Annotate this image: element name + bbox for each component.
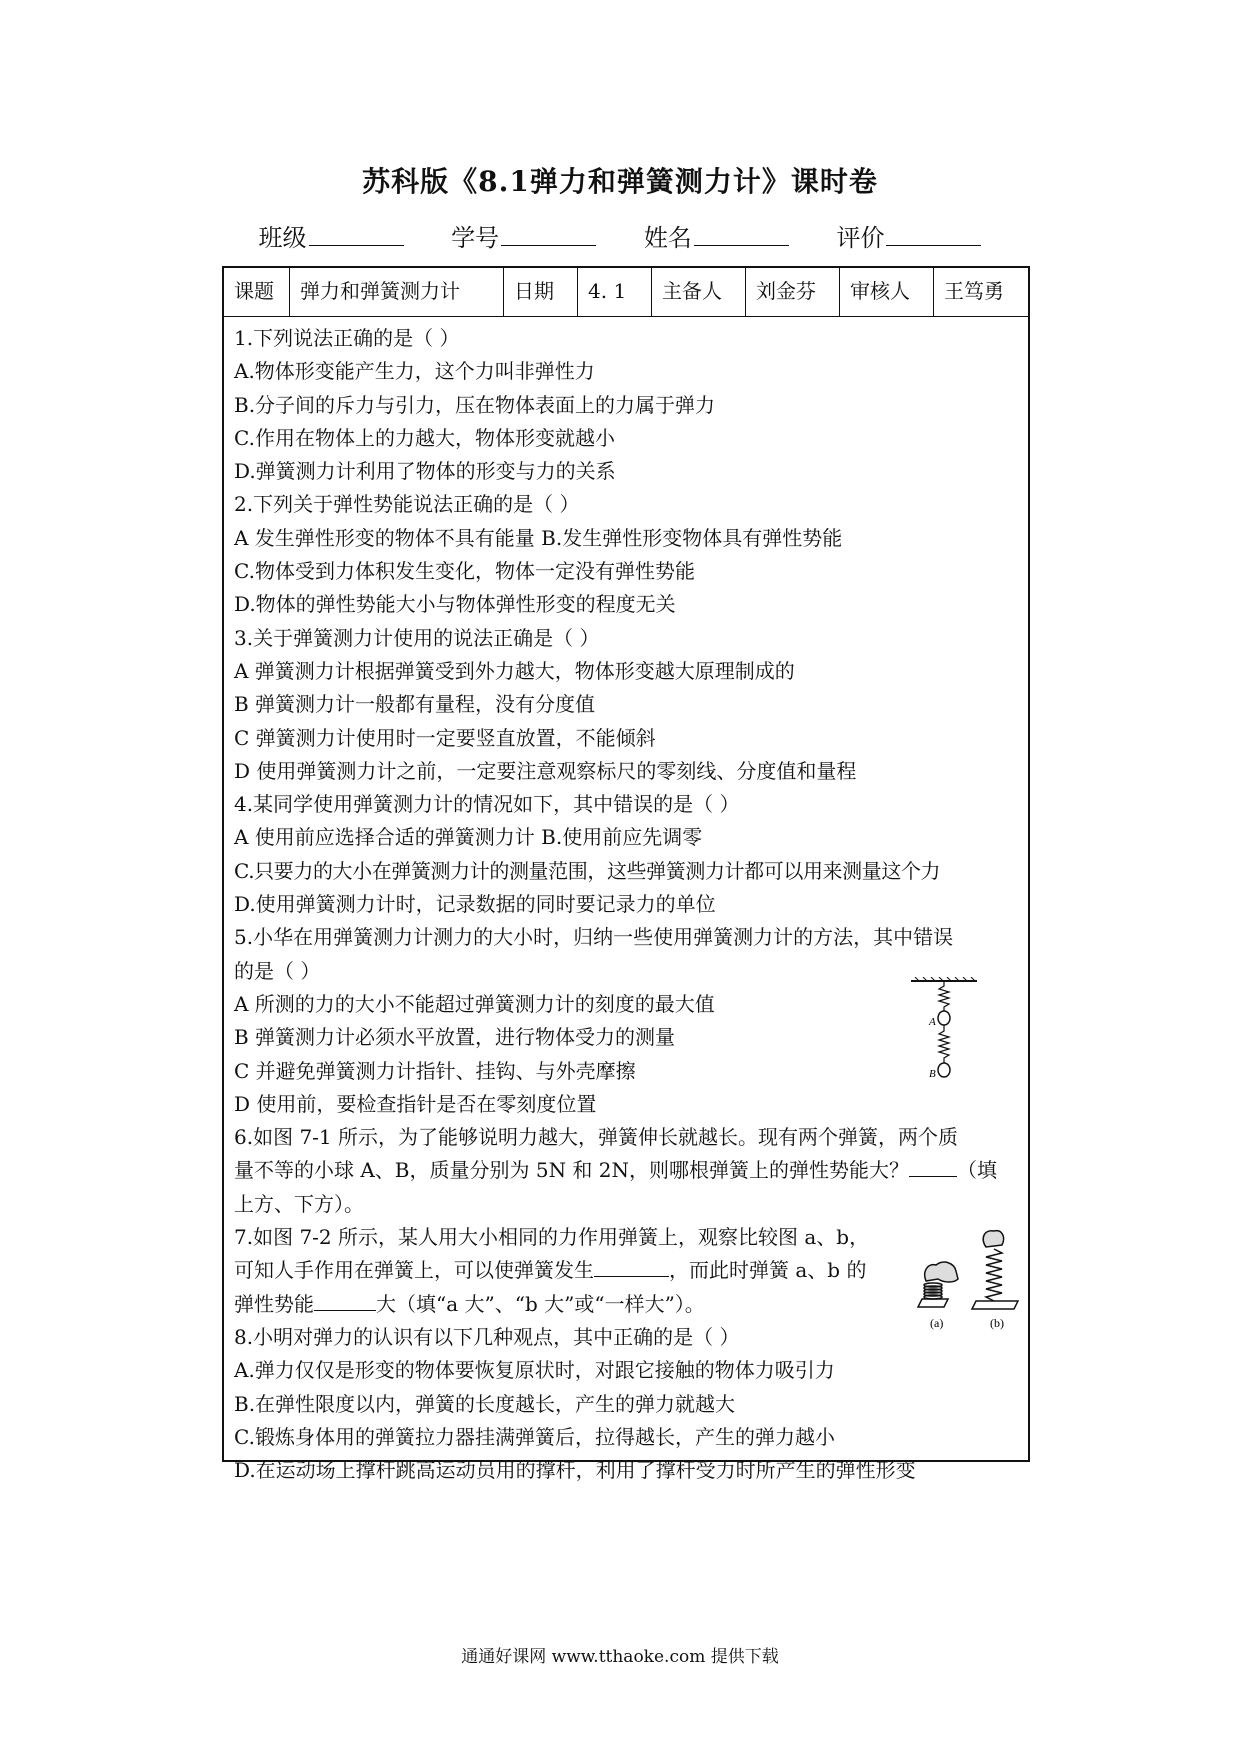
q1-option-b: B.分子间的斥力与引力，压在物体表面上的力属于弹力 <box>234 392 716 417</box>
q5-option-d: D 使用前，要检查指针是否在零刻度位置 <box>234 1091 597 1116</box>
q1-stem: 1.下列说法正确的是（ ） <box>234 326 460 350</box>
upper-spring <box>939 981 949 1011</box>
q8-option-a: A.弹力仅仅是形变的物体要恢复原状时，对跟它接触的物体力吸引力 <box>234 1358 835 1383</box>
q2-option-ab: A 发生弹性形变的物体不具有能量 B.发生弹性形变物体具有弹性势能 <box>234 525 843 550</box>
hand-a-icon <box>925 1262 958 1282</box>
q1-option-a: A.物体形变能产生力，这个力叫非弹性力 <box>234 359 595 384</box>
worksheet-table <box>222 266 1030 1483</box>
q5-stem-2: 的是（ ） <box>234 958 321 983</box>
q2-option-d: D.物体的弹性势能大小与物体弹性形变的程度无关 <box>234 592 676 617</box>
q2-option-c: C.物体受到力体积发生变化，物体一定没有弹性势能 <box>234 559 695 584</box>
q4-stem: 4.某同学使用弹簧测力计的情况如下，其中错误的是（ ） <box>234 792 740 817</box>
q5-stem-1: 5.小华在用弹簧测力计测力的大小时，归纳一些使用弹簧测力计的方法，其中错误 <box>234 925 954 950</box>
q8-option-c: C.锻炼身体用的弹簧拉力器挂满弹簧后，拉得越长，产生的弹力越小 <box>234 1424 835 1449</box>
ball-a <box>938 1011 950 1025</box>
q4-option-ab: A 使用前应选择合适的弹簧测力计 B.使用前应先调零 <box>234 825 703 850</box>
q4-option-d: D.使用弹簧测力计时，记录数据的同时要记录力的单位 <box>234 892 716 917</box>
reviewer-label: 审核人 <box>840 268 934 316</box>
hand-b-icon <box>983 1231 1003 1247</box>
q5-option-a: A 所测的力的大小不能超过弹簧测力计的刻度的最大值 <box>234 991 715 1016</box>
q7-stem-2: 可知人手作用在弹簧上，可以使弹簧发生 ，而此时弹簧 a、b 的 <box>234 1258 867 1283</box>
q8-stem: 8.小明对弹力的认识有以下几种观点，其中正确的是（ ） <box>234 1324 740 1349</box>
base-b <box>972 1301 1018 1309</box>
number-field: 学号 <box>451 224 596 252</box>
q3-option-c: C 弹簧测力计使用时一定要竖直放置，不能倾斜 <box>234 725 656 750</box>
q7-answer-blank-2[interactable] <box>314 1290 376 1311</box>
q1-option-d: D.弹簧测力计利用了物体的形变与力的关系 <box>234 459 616 484</box>
q1-option-c: C.作用在物体上的力越大，物体形变就越小 <box>234 425 615 450</box>
reviewer-value: 王笃勇 <box>944 279 1004 303</box>
grade-field: 评价 <box>836 224 981 252</box>
q8-option-d: D.在运动场上撑杆跳高运动员用的撑杆，利用了撑杆受力时所产生的弹性形变 <box>234 1458 916 1483</box>
class-field: 班级 <box>259 224 404 252</box>
topic-value: 弹力和弹簧测力计 <box>290 268 504 316</box>
stretched-spring-b <box>986 1249 1002 1301</box>
footer-credit: 通通好课网 www.tthaoke.com 提供下载 <box>461 1647 779 1667</box>
q6-answer-blank[interactable] <box>909 1156 957 1177</box>
q3-stem: 3.关于弹簧测力计使用的说法正确是（ ） <box>234 625 600 650</box>
ball-b-label: B <box>929 1068 936 1080</box>
compressed-spring-a <box>924 1283 942 1299</box>
topic-label: 课题 <box>224 268 290 316</box>
q4-option-c: C.只要力的大小在弹簧测力计的测量范围，这些弹簧测力计都可以用来测量这个力 <box>234 858 941 883</box>
figure-a-label: (a) <box>930 1316 944 1330</box>
q5-option-c: C 并避免弹簧测力计指针、挂钩、与外壳摩擦 <box>234 1058 636 1083</box>
figure-7-1-springs <box>909 977 979 1087</box>
q7-stem-3: 弹性势能 大（填“a 大”、“b 大”或“一样大”）。 <box>234 1291 705 1316</box>
header-row <box>224 268 1028 317</box>
q7-stem-1: 7.如图 7-2 所示，某人用大小相同的力作用弹簧上，观察比较图 a、b， <box>234 1225 870 1250</box>
base-a <box>918 1299 948 1307</box>
figure-7-2-hands-springs <box>914 1227 1034 1337</box>
student-info-line <box>0 218 1240 253</box>
q6-stem-3: 上方、下方）。 <box>234 1191 364 1216</box>
lower-spring <box>939 1025 949 1063</box>
q7-answer-blank-1[interactable] <box>594 1256 669 1277</box>
name-field: 姓名 <box>644 224 789 252</box>
q6-stem-1: 6.如图 7-1 所示，为了能够说明力越大，弹簧伸长就越长。现有两个弹簧，两个质 <box>234 1125 959 1150</box>
date-value: 4. 1 <box>578 268 652 316</box>
preparer-value: 刘金芬 <box>746 268 840 316</box>
date-label: 日期 <box>504 268 578 316</box>
preparer-label: 主备人 <box>652 268 746 316</box>
q3-option-b: B 弹簧测力计一般都有量程，没有分度值 <box>234 692 596 717</box>
q2-stem: 2.下列关于弹性势能说法正确的是（ ） <box>234 492 580 517</box>
ball-a-label: A <box>929 1016 936 1028</box>
q8-option-b: B.在弹性限度以内，弹簧的长度越长，产生的弹力就越大 <box>234 1391 736 1416</box>
q6-stem-2: 量不等的小球 A、B，质量分别为 5N 和 2N，则哪根弹簧上的弹性势能大？ （填 <box>234 1158 998 1183</box>
q5-option-b: B 弹簧测力计必须水平放置，进行物体受力的测量 <box>234 1025 676 1050</box>
figure-b-label: (b) <box>990 1316 1004 1330</box>
q3-option-a: A 弹簧测力计根据弹簧受到外力越大，物体形变越大原理制成的 <box>234 658 795 683</box>
ball-b <box>938 1063 950 1077</box>
question-body <box>224 317 1028 1487</box>
q3-option-d: D 使用弹簧测力计之前，一定要注意观察标尺的零刻线、分度值和量程 <box>234 758 857 783</box>
page-title: 苏科版《8.1弹力和弹簧测力计》课时卷 <box>362 165 878 198</box>
